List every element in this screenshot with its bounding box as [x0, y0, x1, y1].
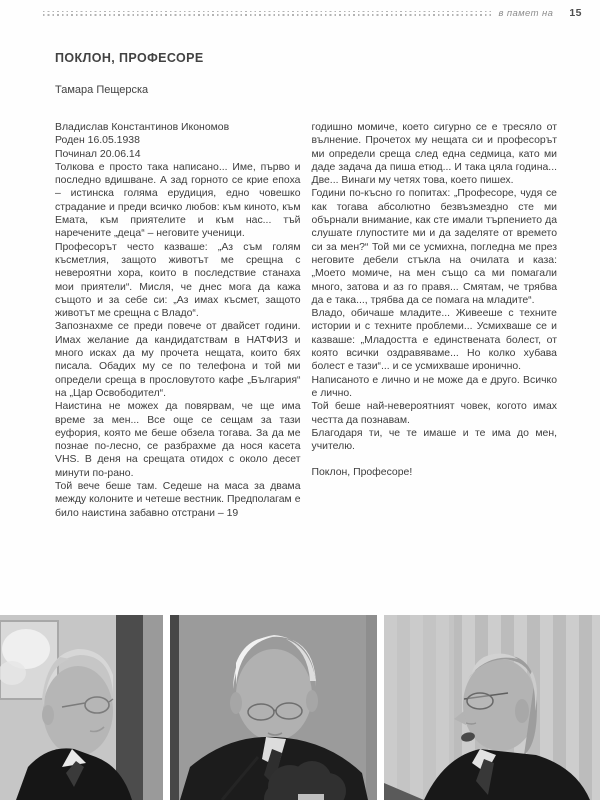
- paragraph: Години по-късно го попитах: „Професоре, чудя се как тогава абсолютно безвъзмездно сте ми обърнали внимание, как сте имали търпението да слушате глупостите ми и да заделяте от времето си за мен?“ Той ми се усмихна, погледна ме през неговите дебели стъкла на очилата и каза: „Моето момиче, на мен също са ми помагали много, затова и аз го правя... Смятам, че трябва да е така..., трябва да се помага на младите“.: [311, 188, 557, 306]
- photo-portrait-looking-down: [170, 615, 377, 800]
- portrait-illustration-1: [0, 615, 163, 800]
- paragraph: Професорът често казваше: „Аз съм голям късметлия, защото животът ме срещна с невероятни хора, които в последствие станаха мои приятели“. Мисля, че днес мога да кажа същото и за себе си: „Аз имах късмет, защото животът ме срещна с Владо“.: [55, 241, 301, 320]
- page-number: 15: [569, 7, 582, 19]
- paragraph: Роден 16.05.1938: [55, 135, 140, 147]
- paragraph: Владо, обичаше младите... Живееше с техните истории и с техните проблеми... Усмихваше се и казваше: „Младостта е единствената болест, от която всички оздравяваме... Но колко хубава болест е тази“... и се усмихваше иронично.: [311, 308, 557, 373]
- page-header: [43, 7, 582, 19]
- photo-portrait-profile-left: [384, 615, 600, 800]
- portrait-illustration-3: [384, 615, 600, 800]
- paragraph: Толкова е просто така написано... Име, първо и последно вдишване. А зад горното се крие епоха – истинска голяма ерудиция, едно човешко страдание и преди всичко любов: към киното, към Емата, към приятелите и към нас... тъй наречените „деца“ – неговите ученици.: [55, 161, 301, 240]
- paragraph: Наистина не можех да повярвам, че ще има време за мен... Все още се сещам за тази еуфория, която ме беше обзела тогава. За да ме познае по-лесно, се разбрахме да нося касета VHS. В деня на срещата отидох с около десет минути по-рано.: [55, 401, 301, 479]
- paragraph: Владислав Константинов Икономов: [55, 122, 230, 133]
- left-column: [55, 121, 301, 520]
- paragraph: Поклон, Професоре!: [311, 467, 413, 479]
- dotted-leader: [43, 11, 491, 16]
- paragraph: Написаното е лично и не може да е друго. Всичко е лично.: [311, 374, 557, 399]
- paragraph: Запознахме се преди повече от двайсет години. Имах желание да кандидатствам в НАТФИЗ и много исках да му прочета нещата, които бях писала. Обадих му се по телефона и той ми определи среща в прословутото кафе „България“ на „Цар Освободител“.: [55, 321, 301, 399]
- paragraph: годишно момиче, което сигурно се е тресяло от вълнение. Прочетох му нещата си и професорът ми определи среща след една седмица, като ми даде задача да пиша етюд... И така цяла година... Две... Винаги му четях това, което пишех.: [311, 122, 557, 187]
- paragraph: Благодаря ти, че те имаше и те има до мен, учителю.: [311, 427, 557, 453]
- section-label: в памет на: [498, 7, 554, 19]
- article-title: ПОКЛОН, ПРОФЕСОРЕ: [55, 51, 204, 65]
- article-author: Тамара Пещерска: [55, 84, 149, 96]
- article-body: [55, 121, 557, 520]
- portrait-illustration-2: [170, 615, 377, 800]
- photo-portrait-facing-right: [0, 615, 163, 800]
- right-column: [312, 121, 558, 520]
- paragraph: Той беше най-невероятният човек, когото имах честта да познавам.: [311, 401, 557, 426]
- photo-strip: [0, 615, 600, 800]
- paragraph: Той вече беше там. Седеше на маса за двама между колоните и четеше вестник. Предполагам е било наистина забавно отстрани – 19: [55, 481, 301, 519]
- paragraph: Починал 20.06.14: [55, 148, 141, 160]
